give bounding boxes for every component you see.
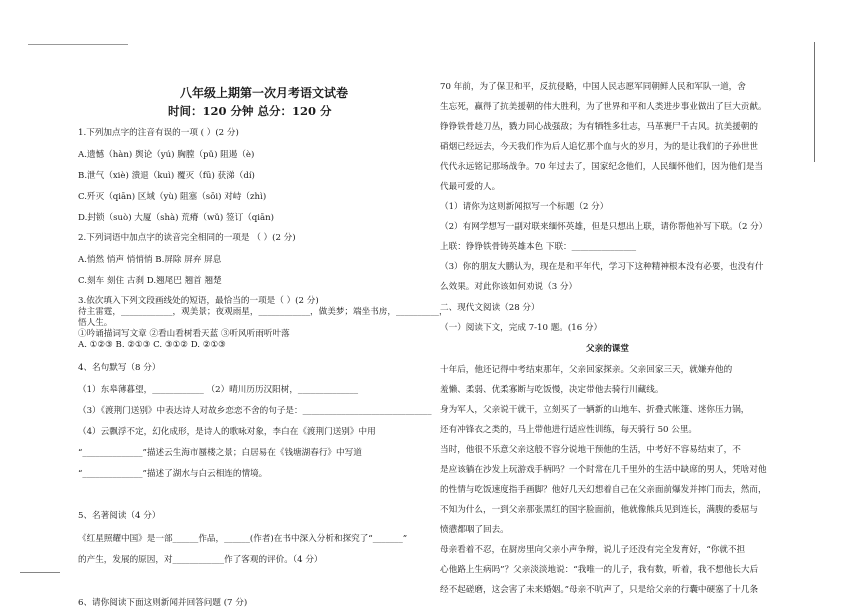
right-text-line: 母亲看着不忍，在厨房里向父亲小声争辩，说儿子还没有完全发育好，“你就不担 [440, 545, 746, 555]
right-text-line: 生忘死，赢得了抗美援朝的伟大胜利，为了世界和平和人类进步事业做出了巨大贡献。 [440, 102, 767, 112]
right-text-line: 代最可爱的人。 [440, 182, 501, 192]
right-text-line: 的性情与吃饭速度指手画脚？他好几天幻想着自己在父亲面前爆发并摔门而去，然而， [440, 485, 767, 495]
right-text-line: 代代永远铭记那场战争。70 年过去了，国家纪念他们，人民缅怀他们，因为他们是当 [440, 162, 764, 172]
right-text-line: 铮铮铁骨趁刀丛，戮力同心战强敌；为有牺牲多壮志，马革裹尸千古风。抗美援朝的 [440, 122, 758, 132]
left-text-line: 待主雷霆，____________，观美景；夜观雨星，____________，做美梦；端坐书房，__________， [78, 307, 448, 317]
scan-edge-line-right [814, 42, 815, 162]
left-text-line: 的产生，发展的原因，对____________作了客观的评价。（4 分） [78, 555, 323, 565]
left-text-line: C.刻车 刻住 古刹 D.翘尾巴 翘首 翘楚 [78, 276, 222, 286]
left-text-line: 悟人生。 [78, 318, 113, 328]
right-text-line: 当时，他很不乐意父亲这般不容分说地干预他的生活，中考好不容易结束了，不 [440, 445, 741, 455]
left-text-line: 5、名著阅读（4 分） [78, 511, 161, 521]
left-text-line: （4）云飘浮不定，幻化成形，是诗人的歌咏对象，李白在《渡荆门送别》中用 [78, 427, 376, 437]
right-text-line: 还有冲锋衣之类的，马上带他进行适应性训练，每天骑行 50 公里。 [440, 425, 698, 435]
right-text-line: 十年后，他还记得中考结束那年，父亲回家探亲。父亲回家三天，就嫌弃他的 [440, 365, 733, 375]
exam-title: 八年级上期第一次月考语文试卷 [180, 86, 349, 100]
left-text-line: A.遗憾（hàn) 舆论（yú) 胸膛（pǔ) 阻遏（è) [78, 150, 255, 160]
scan-edge-line-bottom [20, 572, 60, 573]
right-text-line: 父亲的课堂 [586, 344, 629, 354]
left-text-line: 《红星照耀中国》是一部______作品，______(作者)在书中深入分析和探究了“_______” [78, 534, 408, 544]
left-text-line: C.歼灭（qiān) 区域（yù) 阻塞（sōi) 对峙（zhì) [78, 192, 267, 202]
right-text-line: 羞懒、柔弱、优柔寡断与吃饭慢，决定带他去骑行川藏线。 [440, 385, 664, 395]
right-text-line: 上联：铮铮铁骨铸英雄本色 下联：_______________ [440, 242, 637, 252]
exam-time-score: 时间：120 分钟 总分：120 分 [168, 104, 332, 118]
right-text-line: （2）有网学想写一副对联来缅怀英雄，但是只想出上联，请你帮他补写下联。（2 分） [440, 222, 768, 232]
right-text-line: 经不起磋磨，这会害了未来婚姻。”母亲不吭声了，只是给父亲的行囊中硬塞了十几条 [440, 585, 759, 595]
right-text-line: 身为军人，父亲说干就干，立刻买了一辆新的山地车、折叠式帐篷、迷你压力锅， [440, 405, 750, 415]
right-text-line: 么效果。对此你该如何劝说（3 分） [440, 282, 578, 292]
left-text-line: 3.依次填入下列文段画线处的短语，最恰当的一项是（ ）(2 分) [78, 296, 319, 306]
right-text-line: 不知为什么，一到父亲那张黑红的国字脸面前，他就像熊兵见到连长，满腹的委屈与 [440, 505, 758, 515]
left-text-line: 6、请你阅读下面这则新闻并回答问题 (7 分) [78, 598, 248, 608]
right-text-line: （1）请你为这则新闻拟写一个标题（2 分） [440, 202, 609, 212]
left-text-line: A. ①②③ B. ②①③ C. ③①② D. ②①③ [78, 340, 226, 350]
left-text-line: （3）《渡荆门送别》中表达诗人对故乡恋恋不舍的句子是：______________________________ [78, 406, 432, 416]
left-text-line: “______________”描述了湖水与白云相连的情境。 [78, 469, 268, 479]
left-text-line: 2.下列词语中加点字的读音完全相同的一项是 （ ）(2 分) [78, 233, 296, 243]
right-text-line: 心他路上生病吗”？父亲淡淡地说：“我唯一的儿子，我有数，听着，我不想他长大后 [440, 565, 759, 575]
left-text-line: ①吟诵描词写文章 ②看山看树看天蓝 ③听风听雨听叶落 [78, 329, 290, 339]
right-text-line: （一）阅读下文，完成 7-10 题。(16 分） [440, 323, 603, 333]
right-text-line: 是应该躺在沙发上玩游戏手柄吗？一个时常在几千里外的生活中缺席的男人，凭啥对他 [440, 465, 767, 475]
right-text-line: 70 年前，为了保卫和平，反抗侵略，中国人民志愿军同朝鲜人民和军队一道，舍 [440, 82, 746, 92]
scan-edge-line-top [28, 44, 128, 45]
right-text-line: 二、现代文阅读（28 分） [440, 303, 540, 313]
left-text-line: B.泄气（xiè) 溃退（kuì) 覆灭（fū) 获涕（dí) [78, 171, 255, 181]
right-text-line: 硝烟已经远去，今天我们作为后人追忆那个血与火的岁月，为的是让我们的子孙世世 [440, 142, 758, 152]
right-text-line: 愤懑都咽了回去。 [440, 525, 509, 535]
left-text-line: 1.下列加点字的注音有误的一项 ( ）(2 分) [78, 128, 239, 138]
left-text-line: D.封锁（suò) 大厦（shà) 荒瘠（wǔ) 签订（qiān) [78, 213, 275, 223]
left-text-line: 4、名句默写（8 分） [78, 363, 161, 373]
left-text-line: A.悄然 悄声 悄悄悄 B.屏除 屏弃 屏息 [78, 255, 222, 265]
left-text-line: “______________”描述云生海市蜃楼之景；白居易在《钱塘湖春行》中写道 [78, 448, 362, 458]
right-text-line: （3）你的朋友大鹏认为，现在是和平年代，学习下这种精神根本没有必要，也没有什 [440, 262, 764, 272]
left-text-line: （1）东皋薄暮望，____________ （2）晴川历历汉阳树，______________ [78, 385, 359, 395]
